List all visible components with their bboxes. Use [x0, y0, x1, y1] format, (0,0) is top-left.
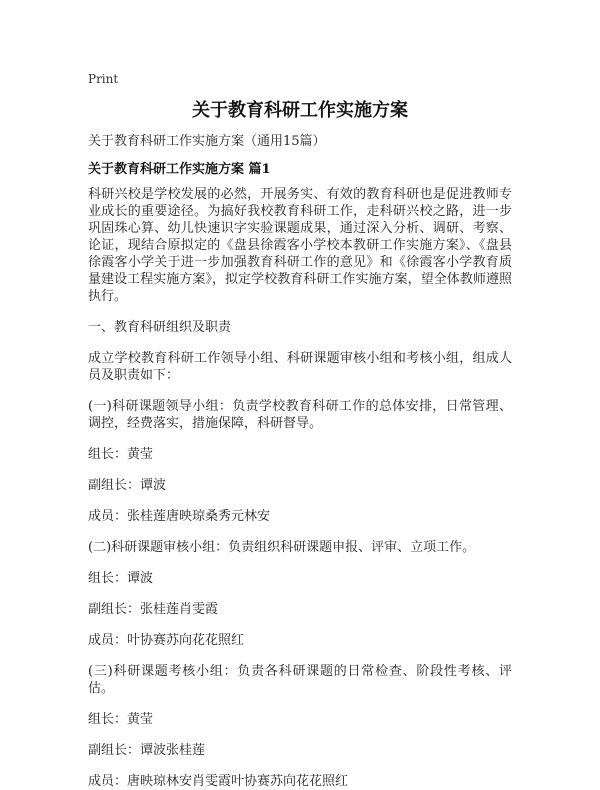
section-title: 关于教育科研工作实施方案 篇1	[88, 162, 271, 177]
review-members-line: 成员：叶协赛苏向花花照红	[88, 633, 245, 648]
document-subtitle: 关于教育科研工作实施方案（通用15篇）	[88, 134, 326, 149]
members-line: 成员：张桂莲唐映琼桑秀元林安	[88, 509, 271, 524]
assessment-deputy-line: 副组长：谭波张桂莲	[88, 743, 206, 758]
heading-organization: 一、教育科研组织及职责	[88, 320, 232, 335]
intro-paragraph: 科研兴校是学校发展的必然，开展务实、有效的教育科研也是促进教师专业成长的重要途径。为搞好我校教育科研工作，走科研兴校之路，进一步巩固珠心算、幼儿快速识字实验课题成果，通过深入分析、调研、考察、论证，现结合原拟定的《盘县徐霞客小学校本教研工作实施方案》、《盘县徐霞客小学关于进一步加强教育科研工作的意见》和《徐霞客小学教育质量建设工程实施方案》，拟定学校教育科研工作实施方案，望全体教师遵照执行。	[88, 187, 512, 304]
paragraph-setup: 成立学校教育科研工作领导小组、科研课题审核小组和考核小组，组成人员及职责如下：	[88, 351, 512, 383]
paragraph-leadership-group: (一)科研课题领导小组：负责学校教育科研工作的总体安排，日常管理、调控，经费落实，措施保障，科研督导。	[88, 399, 512, 431]
leader-line: 组长：黄莹	[88, 447, 154, 462]
deputy-leader-line: 副组长：谭波	[88, 478, 167, 493]
assessment-leader-line: 组长：黄莹	[88, 712, 154, 727]
review-deputy-line: 副组长：张桂莲肖雯霞	[88, 602, 219, 617]
paragraph-assessment-group: (三)科研课题考核小组：负责各科研课题的日常检查、阶段性考核、评估。	[88, 664, 512, 696]
print-label[interactable]: Print	[88, 72, 119, 86]
review-leader-line: 组长：谭波	[88, 571, 154, 586]
document-title: 关于教育科研工作实施方案	[192, 100, 408, 121]
paragraph-review-group: (二)科研课题审核小组：负责组织科研课题申报、评审、立项工作。	[88, 540, 476, 555]
assessment-members-line: 成员：唐映琼林安肖雯霞叶协赛苏向花花照红	[88, 774, 349, 789]
